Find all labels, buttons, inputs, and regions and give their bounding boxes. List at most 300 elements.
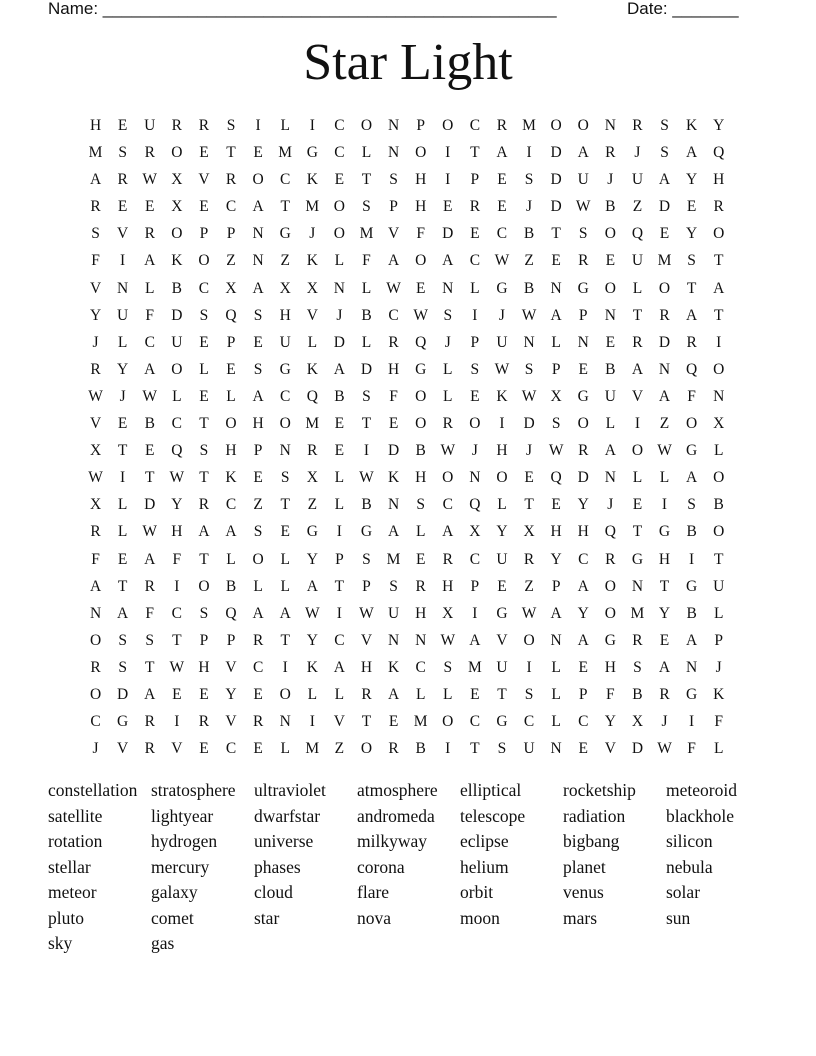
grid-letter: A	[713, 279, 725, 297]
grid-letter: R	[144, 144, 155, 162]
grid-letter: S	[118, 631, 127, 649]
grid-letter: H	[415, 171, 427, 189]
grid-letter: Z	[632, 198, 643, 216]
grid-letter: N	[252, 225, 264, 243]
grid-letter: H	[252, 415, 264, 433]
grid-letter: C	[415, 658, 426, 676]
grid-letter: Z	[280, 252, 290, 270]
grid-row	[82, 193, 734, 220]
grid-letter: M	[305, 740, 320, 758]
grid-letter: V	[306, 306, 318, 324]
grid-row	[82, 383, 734, 410]
grid-letter: M	[386, 550, 401, 568]
grid-letter: X	[523, 523, 535, 541]
grid-letter: L	[334, 496, 345, 514]
grid-letter: D	[523, 415, 535, 433]
grid-letter: S	[416, 496, 425, 514]
grid-letter: H	[415, 469, 427, 487]
grid-letter: I	[661, 496, 668, 514]
grid-letter: Y	[686, 171, 698, 189]
grid-letter: K	[306, 360, 318, 378]
grid-letter: B	[415, 442, 426, 460]
grid-letter: T	[280, 496, 290, 514]
grid-letter: C	[334, 144, 345, 162]
grid-letter: W	[142, 387, 158, 405]
grid-letter: Q	[686, 360, 698, 378]
grid-letter: X	[171, 171, 183, 189]
grid-letter: N	[252, 252, 264, 270]
grid-letter: S	[118, 658, 127, 676]
grid-letter: B	[713, 496, 724, 514]
grid-letter: I	[472, 306, 478, 324]
grid-letter: C	[225, 496, 237, 514]
word-bank-item: gas	[151, 933, 175, 953]
grid-letter: S	[687, 496, 696, 514]
grid-letter: N	[631, 577, 644, 595]
grid-letter: T	[524, 496, 534, 514]
grid-letter: O	[604, 604, 616, 622]
grid-letter: R	[388, 333, 399, 351]
grid-letter: E	[497, 577, 507, 595]
grid-letter: A	[469, 631, 481, 649]
word-bank-item: pluto	[48, 907, 84, 928]
grid-letter: V	[171, 740, 183, 758]
grid-letter: L	[334, 469, 345, 487]
grid-letter: T	[145, 469, 155, 487]
grid-letter: P	[253, 442, 263, 460]
grid-letter: L	[551, 713, 561, 731]
grid-letter: W	[413, 306, 428, 324]
grid-letter: L	[199, 360, 209, 378]
grid-letter: A	[658, 171, 671, 189]
grid-letter: X	[89, 442, 102, 460]
grid-letter: W	[521, 604, 537, 622]
word-bank-item: flare	[357, 882, 390, 902]
grid-letter: C	[198, 279, 210, 297]
word-bank-item: comet	[151, 907, 194, 928]
grid-letter: P	[226, 631, 236, 649]
word-bank-item: rotation	[48, 831, 103, 851]
grid-row	[82, 735, 734, 762]
grid-letter: J	[715, 658, 722, 676]
grid-letter: E	[605, 333, 616, 351]
grid-letter: R	[90, 198, 101, 216]
grid-letter: R	[496, 117, 508, 134]
grid-letter: N	[713, 387, 725, 405]
grid-row	[82, 627, 734, 654]
grid-letter: I	[716, 333, 722, 351]
grid-letter: E	[686, 198, 697, 216]
word-bank-item: andromeda	[357, 805, 435, 826]
word-bank-item: lightyear	[151, 805, 214, 826]
grid-letter: I	[174, 713, 180, 731]
grid-letter: E	[199, 685, 209, 703]
grid-letter: R	[225, 171, 237, 189]
grid-letter: Z	[226, 252, 236, 270]
grid-letter: M	[278, 144, 293, 162]
grid-letter: H	[387, 360, 400, 378]
grid-letter: O	[333, 198, 345, 216]
grid-letter: L	[632, 469, 643, 487]
grid-letter: E	[117, 198, 128, 216]
grid-letter: L	[280, 117, 290, 134]
word-bank-item: helium	[460, 856, 509, 877]
grid-letter: O	[550, 117, 562, 134]
grid-letter: F	[416, 225, 425, 243]
grid-letter: I	[255, 117, 261, 134]
grid-letter: S	[91, 225, 100, 243]
grid-letter: T	[226, 144, 236, 162]
grid-letter: C	[578, 550, 589, 568]
grid-letter: A	[333, 658, 345, 676]
grid-letter: S	[199, 442, 209, 460]
grid-letter: N	[333, 279, 345, 297]
word-bank-item: blackhole	[666, 805, 735, 826]
grid-row	[82, 166, 734, 193]
grid-letter: O	[496, 469, 508, 487]
grid-letter: N	[604, 306, 616, 324]
grid-letter: I	[363, 442, 370, 460]
grid-letter: J	[661, 713, 668, 731]
grid-letter: C	[252, 658, 264, 676]
grid-letter: O	[198, 252, 210, 270]
grid-letter: R	[686, 333, 697, 351]
grid-letter: S	[362, 550, 371, 568]
grid-letter: P	[362, 577, 371, 595]
grid-letter: R	[605, 550, 616, 568]
grid-row	[82, 654, 734, 681]
grid-letter: N	[279, 442, 291, 460]
grid-letter: O	[713, 360, 725, 378]
grid-letter: J	[634, 144, 641, 162]
grid-letter: O	[631, 442, 644, 460]
grid-letter: I	[499, 415, 505, 433]
grid-letter: X	[550, 387, 562, 405]
word-bank-item: planet	[563, 856, 606, 877]
grid-letter: M	[305, 415, 320, 433]
grid-row	[82, 491, 734, 518]
grid-letter: W	[169, 469, 185, 487]
grid-letter: V	[604, 740, 616, 758]
name-field-label: Name: ________________________________________________	[48, 0, 557, 18]
grid-letter: J	[444, 333, 451, 351]
grid-letter: L	[334, 252, 345, 270]
grid-letter: S	[389, 577, 398, 595]
grid-letter: L	[443, 387, 453, 405]
grid-letter: P	[470, 333, 480, 351]
grid-letter: W	[521, 387, 537, 405]
grid-letter: Y	[117, 360, 129, 378]
grid-letter: T	[361, 171, 372, 189]
grid-letter: S	[280, 469, 290, 487]
grid-letter: R	[171, 117, 182, 134]
grid-letter: P	[714, 631, 724, 649]
grid-letter: T	[145, 658, 155, 676]
grid-letter: N	[686, 658, 698, 676]
grid-letter: W	[386, 279, 401, 297]
word-bank-item: orbit	[460, 882, 494, 902]
grid-letter: X	[225, 279, 237, 297]
grid-letter: O	[225, 415, 237, 433]
grid-letter: A	[550, 306, 562, 324]
grid-letter: L	[415, 685, 426, 703]
grid-letter: G	[496, 279, 508, 297]
grid-letter: C	[469, 252, 481, 270]
grid-letter: H	[415, 604, 427, 622]
grid-letter: C	[469, 713, 481, 731]
grid-letter: E	[117, 550, 128, 568]
grid-letter: W	[440, 631, 456, 649]
grid-letter: F	[172, 550, 182, 568]
word-bank-item: venus	[563, 882, 604, 902]
grid-letter: F	[687, 740, 696, 758]
grid-letter: O	[604, 225, 616, 243]
grid-letter: A	[686, 469, 698, 487]
grid-letter: C	[469, 550, 481, 568]
grid-letter: E	[470, 387, 480, 405]
grid-row	[82, 356, 734, 383]
grid-letter: E	[334, 415, 345, 433]
grid-letter: O	[713, 523, 725, 541]
word-bank-item: satellite	[48, 805, 103, 826]
grid-letter: G	[686, 577, 698, 595]
word-bank-item: eclipse	[460, 831, 509, 851]
grid-letter: I	[689, 713, 695, 731]
word-bank-item: ultraviolet	[254, 780, 326, 800]
grid-letter: Y	[89, 306, 102, 324]
grid-letter: G	[631, 550, 644, 568]
grid-letter: O	[252, 550, 264, 568]
grid-letter: B	[144, 415, 155, 433]
grid-letter: T	[334, 577, 345, 595]
grid-letter: L	[713, 442, 724, 460]
grid-letter: A	[144, 360, 156, 378]
grid-letter: S	[389, 171, 398, 189]
grid-letter: U	[496, 658, 508, 676]
grid-letter: E	[253, 685, 263, 703]
grid-letter: J	[336, 306, 343, 324]
grid-letter: U	[631, 252, 644, 270]
grid-letter: L	[117, 496, 128, 514]
grid-letter: H	[658, 550, 671, 568]
grid-letter: C	[442, 496, 453, 514]
grid-letter: J	[526, 198, 533, 216]
grid-letter: S	[253, 360, 263, 378]
grid-letter: Q	[713, 144, 725, 162]
grid-letter: J	[309, 225, 316, 243]
grid-letter: A	[252, 387, 264, 405]
grid-letter: R	[605, 144, 616, 162]
grid-letter: M	[657, 252, 672, 270]
grid-letter: L	[713, 740, 724, 758]
grid-letter: H	[577, 523, 589, 541]
grid-letter: T	[632, 306, 643, 324]
grid-letter: T	[199, 550, 209, 568]
grid-letter: O	[442, 117, 454, 134]
grid-row	[82, 573, 734, 600]
grid-letter: T	[551, 225, 561, 243]
grid-letter: E	[659, 631, 670, 649]
grid-letter: A	[198, 523, 210, 541]
grid-letter: L	[172, 387, 182, 405]
grid-row	[82, 708, 734, 735]
grid-letter: C	[225, 198, 237, 216]
grid-letter: L	[117, 333, 128, 351]
grid-letter: C	[171, 415, 182, 433]
grid-letter: U	[496, 333, 508, 351]
grid-letter: Q	[550, 469, 562, 487]
grid-letter: R	[198, 713, 210, 731]
grid-letter: J	[119, 387, 126, 405]
grid-letter: L	[226, 387, 236, 405]
grid-letter: L	[361, 279, 372, 297]
grid-letter: Z	[524, 252, 534, 270]
grid-letter: K	[387, 658, 400, 676]
word-bank-item: phases	[254, 856, 301, 877]
grid-letter: W	[359, 604, 374, 622]
grid-letter: F	[91, 252, 100, 270]
grid-row	[82, 518, 734, 545]
grid-letter: O	[469, 415, 481, 433]
grid-letter: R	[632, 631, 643, 649]
grid-letter: N	[604, 469, 616, 487]
grid-letter: L	[253, 577, 263, 595]
grid-letter: T	[172, 631, 182, 649]
grid-letter: J	[498, 306, 505, 324]
grid-letter: Y	[225, 685, 237, 703]
grid-letter: A	[252, 198, 264, 216]
word-bank-item: atmosphere	[357, 780, 438, 800]
grid-letter: C	[334, 631, 345, 649]
grid-letter: I	[282, 658, 288, 676]
grid-letter: I	[634, 415, 640, 433]
grid-letter: T	[497, 685, 507, 703]
grid-letter: E	[253, 144, 263, 162]
grid-letter: D	[658, 198, 671, 216]
grid-letter: Z	[524, 577, 534, 595]
grid-letter: N	[577, 333, 589, 351]
grid-letter: O	[171, 360, 183, 378]
grid-letter: E	[497, 171, 507, 189]
grid-row	[82, 600, 734, 627]
grid-letter: E	[172, 685, 182, 703]
grid-letter: P	[416, 117, 425, 134]
grid-letter: M	[413, 713, 428, 731]
word-bank-item: bigbang	[563, 831, 620, 851]
grid-letter: S	[199, 306, 209, 324]
grid-letter: X	[469, 523, 481, 541]
grid-letter: E	[497, 198, 507, 216]
grid-letter: A	[279, 604, 291, 622]
grid-letter: P	[389, 198, 398, 216]
grid-letter: W	[169, 658, 185, 676]
grid-letter: W	[304, 604, 320, 622]
grid-letter: B	[415, 740, 426, 758]
grid-letter: U	[387, 604, 400, 622]
grid-letter: H	[713, 171, 725, 189]
grid-letter: O	[415, 252, 427, 270]
grid-row	[82, 410, 734, 437]
grid-letter: U	[144, 117, 156, 134]
grid-letter: L	[334, 685, 345, 703]
grid-row	[82, 302, 734, 329]
grid-letter: X	[279, 279, 291, 297]
grid-letter: A	[550, 604, 562, 622]
grid-letter: R	[90, 658, 101, 676]
grid-letter: O	[279, 415, 291, 433]
grid-letter: O	[279, 685, 291, 703]
grid-letter: F	[145, 306, 155, 324]
grid-letter: H	[442, 577, 454, 595]
grid-letter: E	[524, 469, 534, 487]
grid-letter: I	[174, 577, 180, 595]
grid-letter: A	[496, 144, 508, 162]
grid-row	[82, 464, 734, 491]
grid-letter: A	[631, 360, 644, 378]
grid-letter: A	[577, 577, 589, 595]
grid-letter: R	[469, 198, 481, 216]
word-bank-item: silicon	[666, 831, 713, 851]
grid-letter: L	[280, 740, 290, 758]
grid-letter: H	[604, 658, 616, 676]
grid-letter: L	[551, 658, 561, 676]
grid-letter: M	[522, 117, 536, 134]
grid-letter: O	[89, 631, 102, 649]
grid-letter: E	[199, 198, 209, 216]
grid-letter: V	[225, 713, 237, 731]
grid-letter: L	[443, 685, 453, 703]
grid-letter: H	[89, 117, 102, 134]
grid-letter: R	[361, 685, 372, 703]
grid-letter: N	[415, 631, 427, 649]
grid-letter: Q	[469, 496, 481, 514]
grid-letter: K	[306, 252, 318, 270]
grid-letter: V	[333, 713, 345, 731]
grid-letter: G	[577, 387, 589, 405]
grid-letter: L	[713, 604, 724, 622]
grid-letter: I	[120, 469, 126, 487]
grid-letter: K	[496, 387, 508, 405]
grid-letter: E	[117, 117, 128, 134]
grid-letter: E	[578, 658, 588, 676]
grid-letter: L	[443, 360, 453, 378]
grid-letter: E	[415, 279, 426, 297]
grid-letter: C	[144, 333, 155, 351]
grid-letter: D	[631, 740, 644, 758]
grid-letter: R	[388, 740, 399, 758]
grid-letter: C	[523, 713, 535, 731]
grid-letter: S	[362, 198, 371, 216]
grid-letter: D	[577, 469, 589, 487]
grid-letter: R	[442, 415, 453, 433]
grid-letter: Y	[686, 225, 698, 243]
grid-letter: L	[551, 333, 561, 351]
grid-letter: I	[309, 713, 315, 731]
grid-letter: P	[470, 577, 480, 595]
grid-row	[82, 139, 734, 166]
grid-letter: A	[387, 523, 400, 541]
grid-letter: P	[578, 306, 588, 324]
grid-letter: S	[524, 171, 534, 189]
grid-letter: N	[523, 333, 535, 351]
word-bank-item: elliptical	[460, 780, 522, 800]
word-bank-item: telescope	[460, 805, 526, 826]
grid-letter: S	[524, 685, 534, 703]
grid-letter: X	[631, 713, 644, 731]
grid-letter: A	[658, 387, 671, 405]
grid-letter: D	[550, 144, 562, 162]
word-bank-item: universe	[254, 831, 314, 851]
